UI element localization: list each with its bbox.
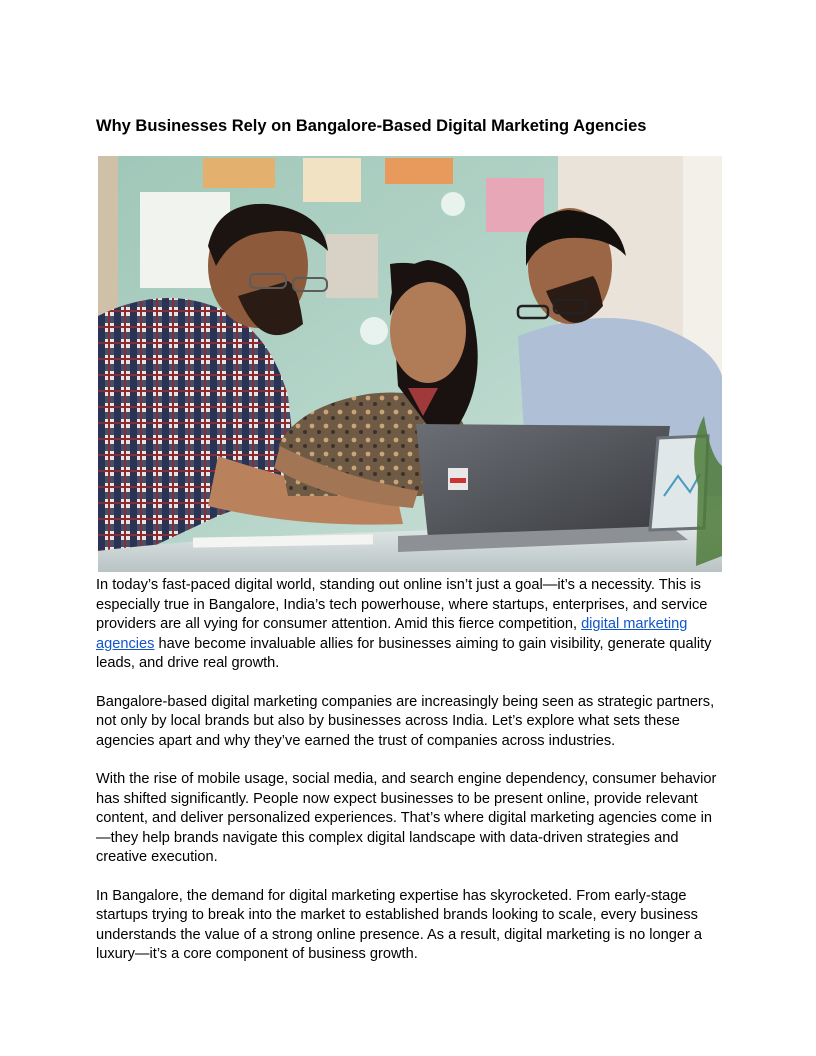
paragraph-1-text-start: In today’s fast-paced digital world, standing out online isn’t just a goal—it’s a necessity. This is especially true in Bangalore, India’s tech powerhouse, where startups, enterprises, and service providers are all vying for consumer attention. Amid this fierce competition,: [96, 577, 708, 632]
paragraph-1: [96, 576, 722, 674]
paragraph-3: With the rise of mobile usage, social media, and search engine dependency, consumer behavior has shifted significantly. People now expect businesses to be present online, provide relevant content, and deliver personalized experiences. That’s where digital marketing agencies come in—they help brands navigate this complex digital landscape with data-driven strategies and creative execution.: [96, 771, 717, 865]
digital-marketing-agencies-link[interactable]: digital marketing agencies: [96, 616, 688, 652]
photo-illustration: [98, 156, 722, 572]
paragraph-1-text-end: have become invaluable allies for businesses aiming to gain visibility, generate quality leads, and drive real growth.: [96, 635, 712, 671]
paragraph-2: Bangalore-based digital marketing companies are increasingly being seen as strategic partners, not only by local brands but also by businesses across India. Let’s explore what sets these agencies apart and why they’ve earned the trust of companies across industries.: [96, 693, 715, 749]
article-photo: [98, 156, 722, 572]
paragraph-4: In Bangalore, the demand for digital marketing expertise has skyrocketed. From early-stage startups trying to break into the market to established brands looking to scale, every business understands the value of a strong online presence. As a result, digital marketing is no longer a luxury—it’s a core component of business growth.: [96, 887, 703, 962]
article-title: Why Businesses Rely on Bangalore-Based Digital Marketing Agencies: [96, 117, 647, 135]
article-body: [96, 576, 722, 984]
